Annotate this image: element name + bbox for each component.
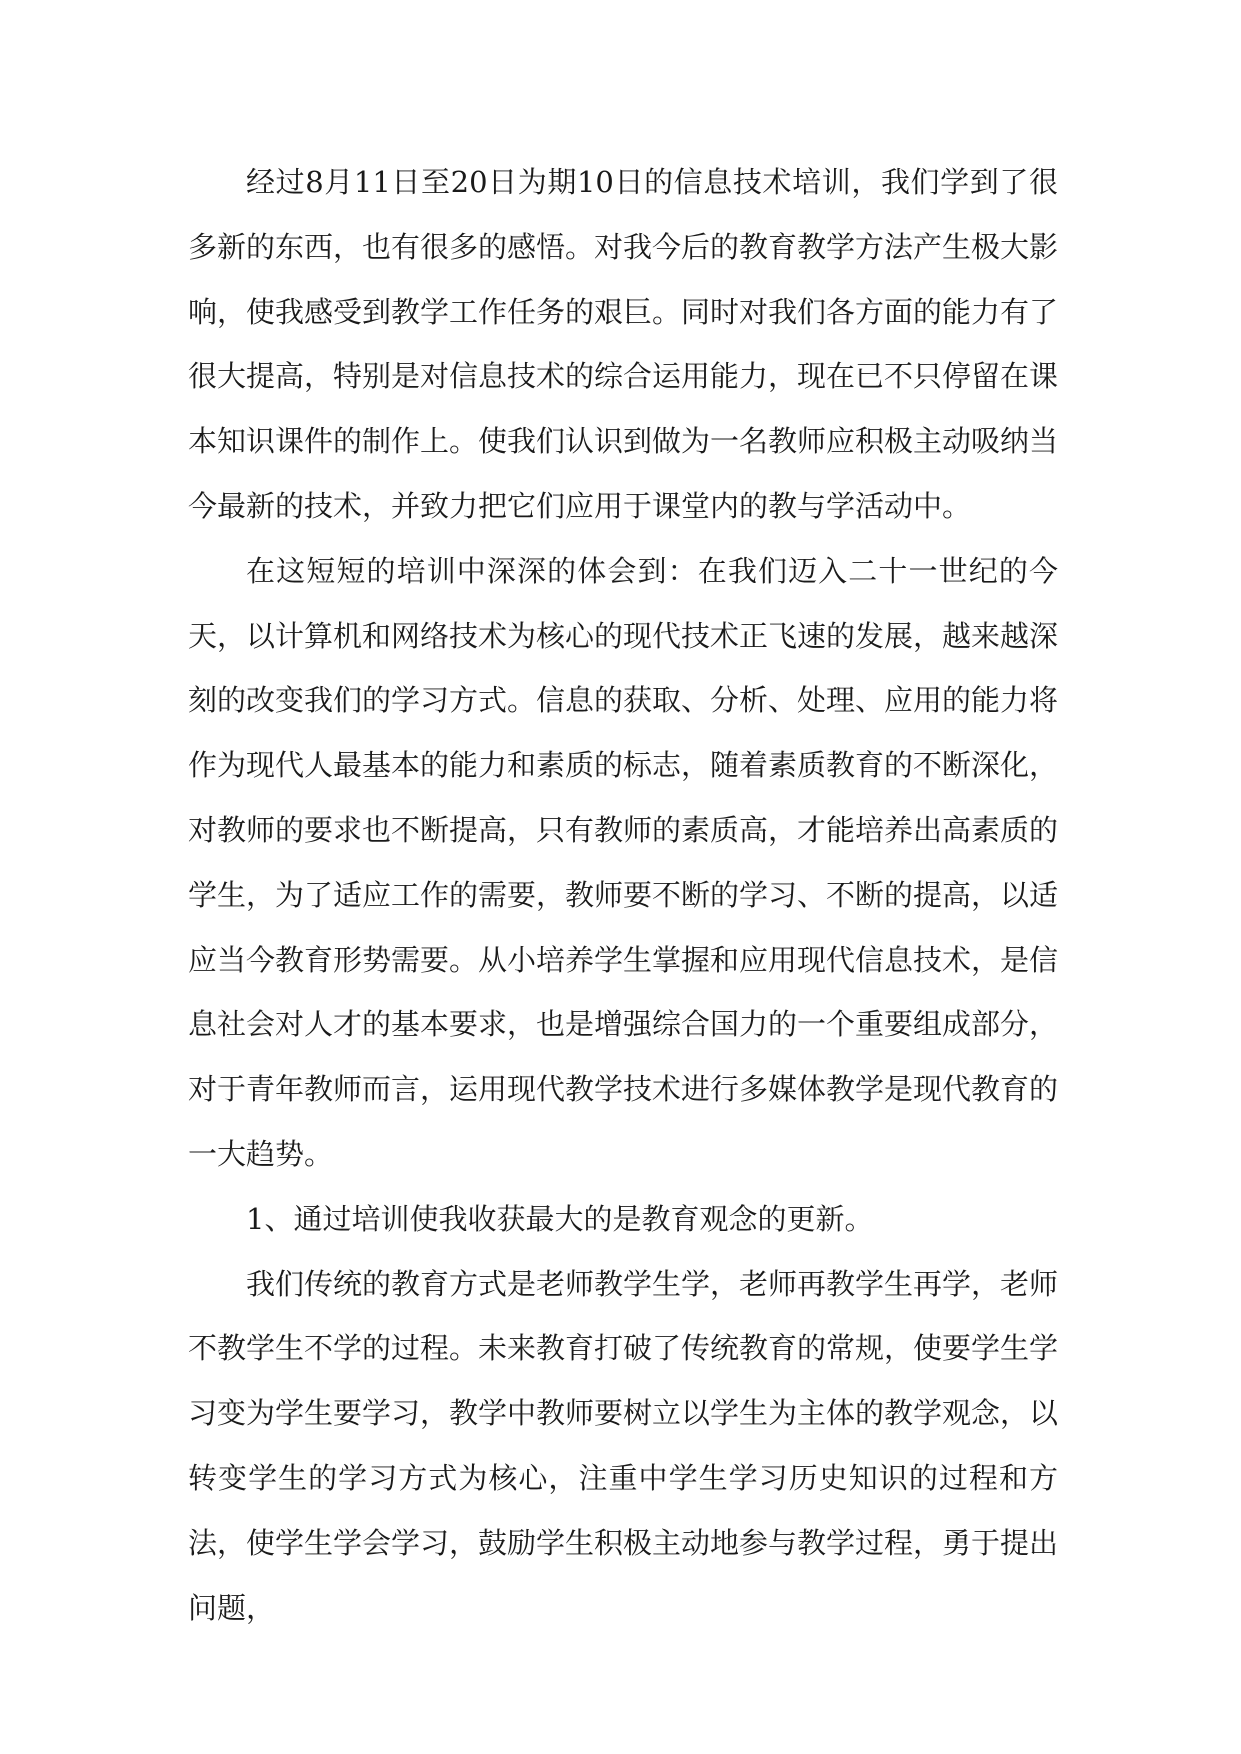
document-body	[188, 150, 1058, 1640]
paragraph-4: 我们传统的教育方式是老师教学生学，老师再教学生再学，老师不教学生不学的过程。未来教育打破了传统教育的常规，使要学生学习变为学生要学习，教学中教师要树立以学生为主体的教学观念，以转变学生的学习方式为核心，注重中学生学习历史知识的过程和方法，使学生学会学习，鼓励学生积极主动地参与教学过程，勇于提出问题，	[188, 1266, 1059, 1625]
paragraph-2: 在这短短的培训中深深的体会到：在我们迈入二十一世纪的今天，以计算机和网络技术为核心的现代技术正飞速的发展，越来越深刻的改变我们的学习方式。信息的获取、分析、处理、应用的能力将作为现代人最基本的能力和素质的标志，随着素质教育的不断深化，对教师的要求也不断提高，只有教师的素质高，才能培养出高素质的学生，为了适应工作的需要，教师要不断的学习、不断的提高，以适应当今教育形势需要。从小培养学生掌握和应用现代信息技术，是信息社会对人才的基本要求，也是增强综合国力的一个重要组成部分，对于青年教师而言，运用现代教学技术进行多媒体教学是现代教育的一大趋势。	[188, 553, 1059, 1171]
paragraph-3: 1、通过培训使我收获最大的是教育观念的更新。	[246, 1201, 874, 1236]
paragraph-1: 经过8月11日至20日为期10日的信息技术培训，我们学到了很多新的东西，也有很多的感悟。对我今后的教育教学方法产生极大影响，使我感受到教学工作任务的艰巨。同时对我们各方面的能力有了很大提高，特别是对信息技术的综合运用能力，现在已不只停留在课本知识课件的制作上。使我们认识到做为一名教师应积极主动吸纳当今最新的技术，并致力把它们应用于课堂内的教与学活动中。	[188, 165, 1059, 523]
